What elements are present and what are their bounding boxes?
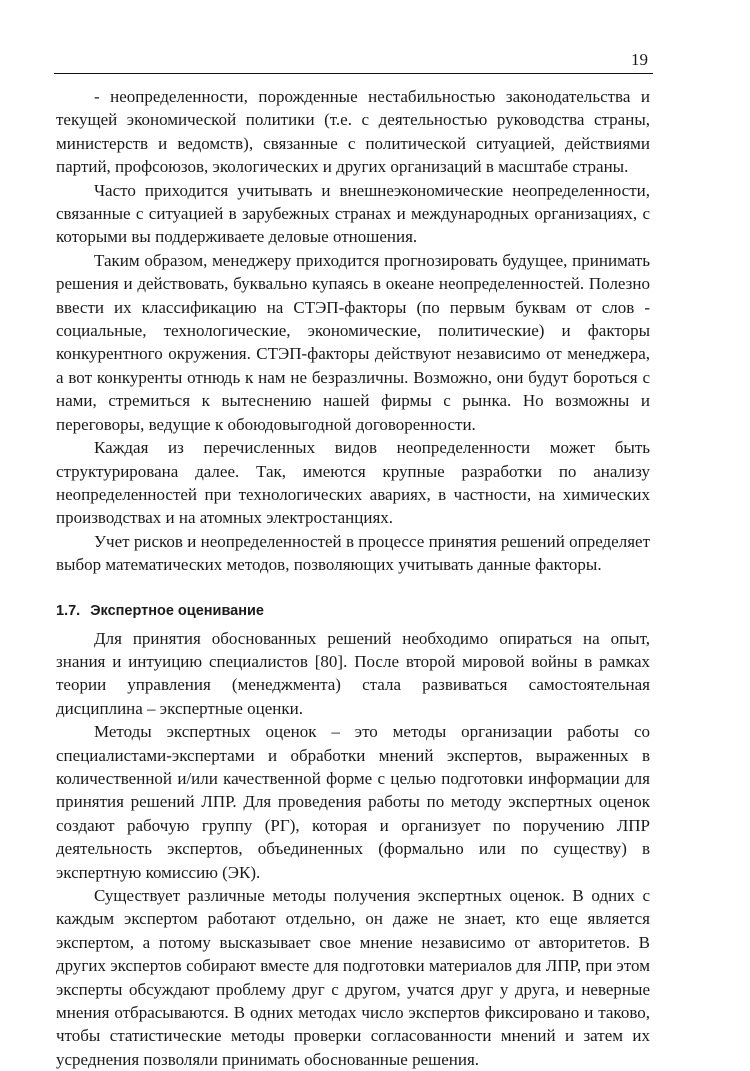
paragraph-expert-approaches: Существует различные методы получения экспертных оценок. В одних с каждым экспертом работают отдельно, он даже не знает, кто еще является экспертом, а потому высказывает свое мнение независимо от авторитетов. В других экспертов собирают вместе для подготовки материалов для ЛПР, при этом эксперты обсуждают проблему друг с другом, учатся друг у друга, и неверные мнения отбрасываются. В одних методах число экспертов фиксировано и таково, чтобы статистические методы проверки согласованности мнений и затем их усреднения позволяли принимать обоснованные решения. — [56, 886, 650, 1069]
paragraph-structuring: Каждая из перечисленных видов неопределенности может быть структурирована далее. Так, имеются крупные разработки по анализу неопределенностей при технологических авариях, в частности, на химических производствах и на атомных электростанциях. — [56, 438, 650, 528]
page-body — [56, 85, 650, 1071]
paragraph-uncertainty-legislation: - неопределенности, порожденные нестабильностью законодательства и текущей экономической политики (т.е. с деятельностью руководства страны, министерств и ведомств), связанные с политической ситуацией, действиями партий, профсоюзов, экологических и других организаций в масштабе страны. — [56, 87, 650, 177]
section-number: 1.7. — [56, 602, 81, 619]
paragraph-step-factors: Таким образом, менеджеру приходится прогнозировать будущее, принимать решения и действовать, буквально купаясь в океане неопределенностей. Полезно ввести их классификацию на СТЭП-факторы (по первым буквам от слов - социальные, технологические, экономические, политические) и факторы конкурентного окружения. СТЭП-факторы действуют независимо от менеджера, а вот конкуренты отнюдь к нам не безразличны. Возможно, они будут бороться с нами, стремиться к вытеснению нашей фирмы с рынка. Но возможны и переговоры, ведущие к обоюдовыгодной договоренности. — [56, 250, 650, 434]
section-title: Экспертное оценивание — [90, 602, 264, 619]
section-heading — [56, 601, 650, 621]
paragraph-expert-methods: Методы экспертных оценок – это методы организации работы со специалистами-экспертами и обработки мнений экспертов, выраженных в количественной и/или качественной форме с целью подготовки информации для принятия решений ЛПР. Для проведения работы по методу экспертных оценок создают рабочую группу (РГ), которая и организует по поручению ЛПР деятельность экспертов, объединенных (формально или по существу) в экспертную комиссию (ЭК). — [56, 722, 650, 882]
paragraph-foreign-uncertainty: Часто приходится учитывать и внешнеэкономические неопределенности, связанные с ситуацией в зарубежных странах и международных организациях, с которыми вы поддерживаете деловые отношения. — [56, 180, 650, 247]
page-number: 19 — [631, 50, 648, 69]
header-rule — [54, 73, 653, 74]
paragraph-expert-intro: Для принятия обоснованных решений необходимо опираться на опыт, знания и интуицию специалистов [80]. После второй мировой войны в рамках теории управления (менеджмента) стала развиваться самостоятельная дисциплина – экспертные оценки. — [56, 628, 650, 718]
paragraph-risk-accounting: Учет рисков и неопределенностей в процессе принятия решений определяет выбор математических методов, позволяющих учитывать данные факторы. — [56, 531, 650, 575]
